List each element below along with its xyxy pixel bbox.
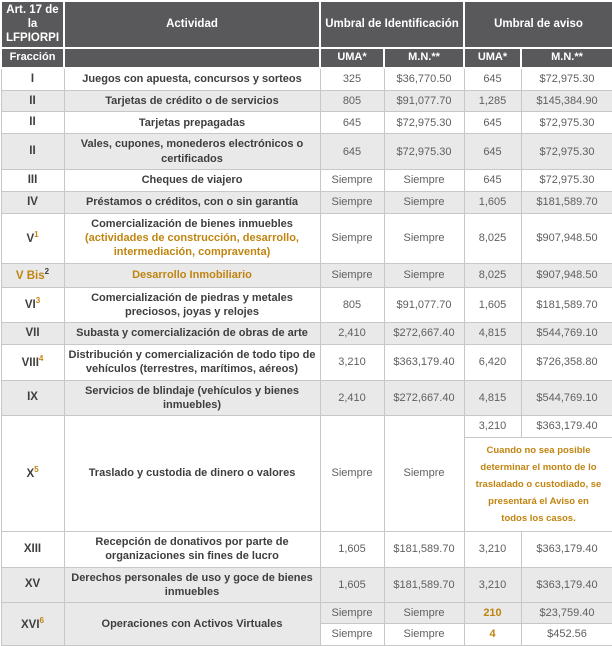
cell-mn-identificacion: Siempre [384,191,464,213]
cell-mn-identificacion: Siempre [384,416,464,532]
table-row [1,567,612,603]
cell-mn-identificacion: $363,179.40 [384,345,464,381]
cell-uma-identificacion: Siempre [320,213,384,263]
cell-uma-aviso: 6,420 [464,345,521,381]
cell-fraccion [1,345,64,381]
cell-fraccion: II [1,90,64,112]
header-uma-aviso: UMA* [464,48,521,67]
fraccion-label: V Bis [15,269,45,282]
cell-fraccion: I [1,68,64,90]
table-row [1,213,612,263]
cell-mn-identificacion: Siempre [384,263,464,287]
table-row [1,134,612,170]
cell-fraccion [1,287,64,323]
cell-actividad: Traslado y custodia de dinero o valores [64,416,320,532]
cell-uma-identificacion: Siempre [320,603,384,624]
cell-uma-aviso: 1,285 [464,90,521,112]
cell-mn-aviso: $907,948.50 [521,263,612,287]
cell-mn-aviso: $907,948.50 [521,213,612,263]
cell-mn-aviso: $544,769.10 [521,380,612,416]
cell-uma-aviso: 1,605 [464,191,521,213]
cell-actividad [64,213,320,263]
cell-uma-identificacion: 805 [320,287,384,323]
cell-actividad: Operaciones con Activos Virtuales [64,603,320,646]
cell-uma-identificacion: 2,410 [320,323,384,345]
cell-mn-identificacion: $72,975.30 [384,134,464,170]
fraccion-label: XVI [21,618,40,631]
cell-uma-identificacion: 325 [320,68,384,90]
cell-uma-aviso: 4,815 [464,323,521,345]
cell-fraccion: II [1,112,64,134]
header-fraccion: Fracción [1,48,64,67]
cell-uma-aviso: 645 [464,169,521,191]
table-body [1,68,612,646]
cell-uma-aviso: 8,025 [464,263,521,287]
table-row [1,68,612,90]
cell-mn-identificacion: $91,077.70 [384,90,464,112]
cell-mn-aviso: $72,975.30 [521,112,612,134]
cell-uma-aviso: 8,025 [464,213,521,263]
header-actividad: Actividad [64,1,320,48]
footnote-superscript: 5 [34,465,39,475]
table-row [1,90,612,112]
cell-uma-aviso: 210 [464,603,521,624]
table-row [1,191,612,213]
cell-mn-aviso: $181,589.70 [521,287,612,323]
cell-uma-aviso: 645 [464,134,521,170]
cell-mn-identificacion: Siempre [384,169,464,191]
cell-mn-aviso: $72,975.30 [521,68,612,90]
fraccion-label: VI [24,299,36,312]
header-uma-identificacion: UMA* [320,48,384,67]
header-umbral-identificacion: Umbral de Identificación [320,1,464,48]
cell-actividad: Tarjetas de crédito o de servicios [64,90,320,112]
table-row [1,532,612,568]
cell-fraccion [1,263,64,287]
cell-uma-identificacion: Siempre [320,416,384,532]
footnote-superscript: 6 [39,615,44,625]
header-mn-aviso: M.N.** [521,48,612,67]
cell-mn-identificacion: $72,975.30 [384,112,464,134]
cell-mn-aviso: $363,179.40 [521,567,612,603]
cell-uma-identificacion: 645 [320,134,384,170]
header-art-title: Art. 17 de la LFPIORPI [1,1,64,48]
table-row [1,112,612,134]
footnote-superscript: 1 [34,229,39,239]
cell-uma-aviso: 4 [464,624,521,645]
table-row [1,287,612,323]
actividad-line: (actividades de construcción, desarrollo, intermediación, compraventa) [85,232,299,259]
cell-uma-aviso: 3,210 [464,416,521,437]
cell-mn-identificacion: $272,667.40 [384,323,464,345]
cell-actividad: Subasta y comercialización de obras de arte [64,323,320,345]
cell-uma-aviso: 4,815 [464,380,521,416]
cell-actividad: Juegos con apuesta, concursos y sorteos [64,68,320,90]
cell-fraccion [1,213,64,263]
cell-uma-identificacion: Siempre [320,191,384,213]
cell-fraccion: III [1,169,64,191]
cell-actividad: Préstamos o créditos, con o sin garantía [64,191,320,213]
cell-mn-aviso: $544,769.10 [521,323,612,345]
cell-actividad: Cheques de viajero [64,169,320,191]
actividad-line: Comercialización de bienes inmuebles [91,217,293,230]
cell-fraccion: XIII [1,532,64,568]
cell-mn-identificacion: $272,667.40 [384,380,464,416]
header-row-groups [1,1,612,48]
cell-fraccion [1,603,64,646]
table-row [1,345,612,381]
cell-mn-identificacion: $181,589.70 [384,567,464,603]
cell-uma-identificacion: 805 [320,90,384,112]
cell-actividad: Recepción de donativos por parte de organizaciones sin fines de lucro [64,532,320,568]
cell-actividad: Tarjetas prepagadas [64,112,320,134]
table-row [1,380,612,416]
cell-uma-identificacion: 2,410 [320,380,384,416]
cell-mn-aviso: $452.56 [521,624,612,645]
table-row [1,416,612,437]
table-row [1,323,612,345]
cell-mn-aviso: $363,179.40 [521,416,612,437]
footnote-superscript: 2 [44,266,50,276]
cell-actividad: Derechos personales de uso y goce de bienes inmuebles [64,567,320,603]
footnote-superscript: 3 [35,296,41,306]
cell-aviso-note: Cuando no sea posible determinar el monto de lo trasladado o custodiado, se presentará el Aviso en todos los casos. [464,437,612,531]
cell-mn-identificacion: Siempre [384,603,464,624]
header-umbral-aviso: Umbral de aviso [464,1,612,48]
cell-actividad: Vales, cupones, monederos electrónicos o certificados [64,134,320,170]
cell-mn-aviso: $23,759.40 [521,603,612,624]
cell-fraccion: IV [1,191,64,213]
cell-uma-identificacion: 1,605 [320,567,384,603]
cell-fraccion: II [1,134,64,170]
header-actividad-spacer [64,48,320,67]
cell-fraccion: IX [1,380,64,416]
footnote-superscript: 4 [38,353,44,363]
cell-uma-aviso: 3,210 [464,532,521,568]
cell-mn-identificacion: Siempre [384,624,464,645]
cell-fraccion [1,416,64,532]
table-row [1,169,612,191]
cell-actividad: Desarrollo Inmobiliario [64,263,320,287]
cell-mn-aviso: $726,358.80 [521,345,612,381]
header-mn-identificacion: M.N.** [384,48,464,67]
fraccion-label: X [26,468,35,481]
cell-mn-aviso: $72,975.30 [521,169,612,191]
table-row [1,603,612,624]
table-row [1,263,612,287]
fraccion-label: VIII [21,356,39,369]
cell-mn-aviso: $363,179.40 [521,532,612,568]
cell-uma-identificacion: Siempre [320,169,384,191]
cell-uma-identificacion: 1,605 [320,532,384,568]
cell-mn-aviso: $145,384.90 [521,90,612,112]
cell-uma-aviso: 3,210 [464,567,521,603]
cell-uma-identificacion: 3,210 [320,345,384,381]
cell-uma-identificacion: 645 [320,112,384,134]
cell-actividad: Comercialización de piedras y metales preciosos, joyas y relojes [64,287,320,323]
cell-mn-aviso: $181,589.70 [521,191,612,213]
table-header [1,1,612,68]
cell-mn-identificacion: $91,077.70 [384,287,464,323]
cell-uma-aviso: 1,605 [464,287,521,323]
cell-actividad: Servicios de blindaje (vehículos y bienes inmuebles) [64,380,320,416]
cell-fraccion: XV [1,567,64,603]
cell-actividad: Distribución y comercialización de todo tipo de vehículos (terrestres, marítimos, aéreos) [64,345,320,381]
cell-mn-aviso: $72,975.30 [521,134,612,170]
cell-uma-identificacion: Siempre [320,263,384,287]
cell-fraccion: VII [1,323,64,345]
cell-uma-identificacion: Siempre [320,624,384,645]
header-row-units [1,48,612,67]
cell-mn-identificacion: $36,770.50 [384,68,464,90]
cell-mn-identificacion: Siempre [384,213,464,263]
fraccion-label: V [26,232,35,245]
cell-mn-identificacion: $181,589.70 [384,532,464,568]
cell-uma-aviso: 645 [464,112,521,134]
cell-uma-aviso: 645 [464,68,521,90]
